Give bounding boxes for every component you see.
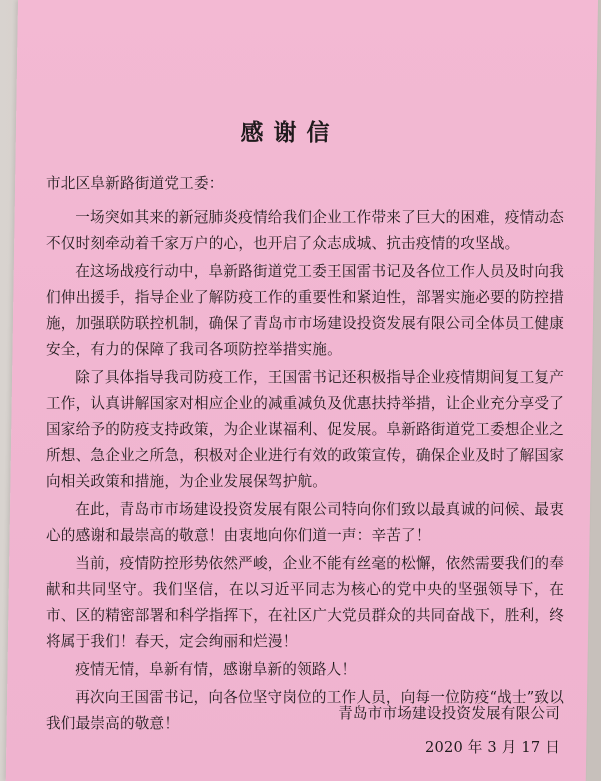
signature: 青岛市市场建设投资发展有限公司 [338,705,560,722]
letter-title: 感谢信 [240,119,340,146]
paragraph-2: 在这场战疫行动中，阜新路街道党工委王国雷书记及各位工作人员及时向我们伸出援手，指导企业了解防疫工作的重要性和紧迫性，部署实施必要的防控措施，加强联防联控机制，确保了青岛市市场建设投资发展有限公司全体员工健康安全，有力的保障了我司各项防控举措实施。 [46,263,564,358]
letter-date: 2020 年 3 月 17 日 [425,739,560,756]
paragraph-6: 疫情无情，阜新有情，感谢阜新的领路人！ [75,661,357,678]
paragraph-7: 再次向王国雷书记，向各位坚守岗位的工作人员，向每一位防疫“战士”致以我们最崇高的敬意！ [46,689,564,732]
letter-content [30,0,582,781]
letter-salutation: 市北区阜新路街道党工委： [46,175,224,192]
paragraph-1: 一场突如其来的新冠肺炎疫情给我们企业工作带来了巨大的困难，疫情动态不仅时刻牵动着千家万户的心，也开启了众志成城、抗击疫情的攻坚战。 [46,209,564,252]
paragraph-4: 在此，青岛市市场建设投资发展有限公司特向你们致以最真诚的问候、最衷心的感谢和最崇高的敬意！由衷地向你们道一声：辛苦了！ [46,501,564,544]
paragraph-5: 当前，疫情防控形势依然严峻，企业不能有丝毫的松懈，依然需要我们的奉献和共同坚守。我们坚信，在以习近平同志为核心的党中央的坚强领导下，在市、区的精密部署和科学指挥下，在社区广大党员群众的共同奋战下，胜利，终将属于我们！春天，定会绚丽和烂漫！ [46,555,564,650]
letter-body [46,205,564,739]
paragraph-3: 除了具体指导我司防疫工作，王国雷书记还积极指导企业疫情期间复工复产工作，认真讲解国家对相应企业的减重减负及优惠扶持举措，让企业充分享受了国家给予的防疫支持政策，为企业谋福利、促发展。阜新路街道党工委想企业之所想、急企业之所急，积极对企业进行有效的政策宣传，确保企业及时了解国家向相关政策和措施，为企业发展保驾护航。 [46,369,564,490]
